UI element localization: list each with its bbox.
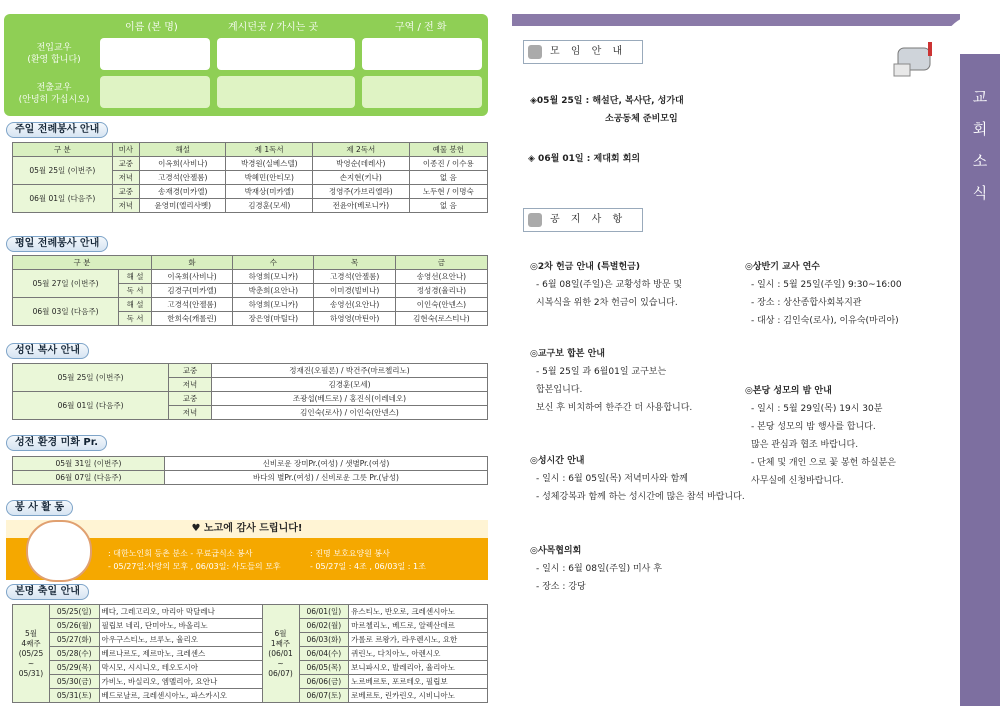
out-place-cell bbox=[217, 76, 355, 108]
table-cell: 박춘희(요안나) bbox=[233, 284, 314, 298]
notice-c-line: 합본입니다. bbox=[536, 385, 583, 395]
notice-a-line: - 6월 08일(주일)은 교황성하 방문 및 bbox=[536, 280, 683, 290]
feast-date: 05/26(월) bbox=[49, 619, 99, 633]
notice-holy-hour bbox=[530, 452, 745, 506]
notice-d-line: - 일시 : 5월 29일(목) 19시 30분 bbox=[751, 404, 883, 414]
date-cell: 06월 01일 (다음주) bbox=[13, 185, 113, 213]
table-cell: 독 서 bbox=[119, 312, 152, 326]
meeting-prep: 소공동체 준비모임 bbox=[605, 114, 678, 124]
feast-date: 05/28(수) bbox=[49, 647, 99, 661]
week-label: 6월 1째주 (06/01 ~ 06/07) bbox=[262, 605, 299, 703]
table-cell: 교중 bbox=[112, 157, 139, 171]
table-cell: 해 설 bbox=[119, 270, 152, 284]
table-cell: 저녁 bbox=[169, 378, 212, 392]
meeting-groups: 해설단, 복사단, 성가대 bbox=[592, 96, 684, 106]
in-place-cell bbox=[217, 38, 355, 70]
feast-date: 05/27(화) bbox=[49, 633, 99, 647]
table-cell: 박재상(미카엘) bbox=[226, 185, 312, 199]
feast-names: 마르첼리노, 베드로, 알렉산데르 bbox=[349, 619, 488, 633]
notice-collection bbox=[530, 258, 682, 312]
table-header-cell: 해설 bbox=[140, 143, 226, 157]
notice-d-line: ◎본당 성모의 밤 안내 bbox=[745, 386, 832, 396]
table-cell: 신비로운 장미Pr.(여성) / 샛별Pr.(여성) bbox=[164, 457, 487, 471]
table-cell: 교중 bbox=[169, 364, 212, 378]
weekday-table bbox=[12, 255, 488, 326]
speaker-icon bbox=[528, 213, 542, 227]
table-cell: 정영주(가브리엘라) bbox=[312, 185, 409, 199]
meeting-title: 모 임 안 내 bbox=[550, 46, 627, 57]
table-header-cell: 목 bbox=[314, 256, 395, 270]
table-cell: 박영순(데레사) bbox=[312, 157, 409, 171]
feast-date: 05/25(일) bbox=[49, 605, 99, 619]
date-cell: 05월 31일 (이번주) bbox=[13, 457, 165, 471]
table-row bbox=[13, 633, 488, 647]
service-left-2: - 05/27일:사랑의 모후 , 06/03일: 사도들의 모후 bbox=[108, 562, 281, 571]
meeting-heading bbox=[523, 40, 643, 64]
meeting-altar: 제대회 회의 bbox=[593, 154, 641, 164]
table-row bbox=[13, 298, 488, 312]
notice-council bbox=[530, 542, 662, 596]
feast-names: 가비노, 바실리오, 엠멜리아, 요안나 bbox=[99, 675, 262, 689]
table-cell: 박혜민(안티모) bbox=[226, 171, 312, 185]
table-cell: 이옥희(사비나) bbox=[140, 157, 226, 171]
notice-title: 공 지 사 항 bbox=[550, 214, 627, 225]
feast-names: 가롤로 르왕가, 라우렌시노, 요한 bbox=[349, 633, 488, 647]
table-header-cell: 미사 bbox=[112, 143, 139, 157]
table-header-cell: 제 2독서 bbox=[312, 143, 409, 157]
notice-d-line: - 본당 성모의 밤 행사를 합니다. bbox=[751, 422, 876, 432]
thanks-text: 노고에 감사 드립니다! bbox=[203, 523, 303, 534]
feast-date: 06/01(일) bbox=[299, 605, 349, 619]
table-cell: 박경원(실베스텔) bbox=[226, 157, 312, 171]
table-cell: 송영선(요안나) bbox=[314, 298, 395, 312]
notice-b-line: ◎상반기 교사 연수 bbox=[745, 262, 820, 272]
table-cell: 윤영미(엘리사벳) bbox=[140, 199, 226, 213]
meeting-date-2: ◈ 06월 01일 : bbox=[528, 154, 594, 164]
notice-c-line: ◎교구보 합본 안내 bbox=[530, 349, 605, 359]
date-cell: 06월 03일 (다음주) bbox=[13, 298, 119, 326]
out-area-cell bbox=[362, 76, 482, 108]
notice-b-line: - 장소 : 상산종합사회복지관 bbox=[751, 298, 862, 308]
table-header-row bbox=[13, 256, 488, 270]
service-title: 봉 사 활 동 bbox=[6, 500, 73, 516]
table-cell: 손지현(키나) bbox=[312, 171, 409, 185]
table-header-cell: 구 분 bbox=[13, 256, 152, 270]
header-bar bbox=[512, 14, 960, 26]
table-cell: 고경석(안젤롬) bbox=[140, 171, 226, 185]
table-cell: 없 음 bbox=[409, 199, 487, 213]
table-cell: 독 서 bbox=[119, 284, 152, 298]
in-area-cell bbox=[362, 38, 482, 70]
holy-title: 성인 복사 안내 bbox=[6, 343, 89, 359]
in-label bbox=[10, 42, 98, 66]
notice-f-line: ◎사목협의회 bbox=[530, 546, 582, 556]
feast-names: 베르나르도, 제르마노, 크레센스 bbox=[99, 647, 262, 661]
feast-table bbox=[12, 604, 488, 703]
table-cell: 이옥희(사비나) bbox=[151, 270, 232, 284]
holy-table bbox=[12, 363, 488, 420]
feast-names: 아우구스티노, 브루노, 율리오 bbox=[99, 633, 262, 647]
speaker-icon bbox=[528, 45, 542, 59]
table-cell: 하영영(마틴아) bbox=[314, 312, 395, 326]
table-cell: 김현숙(로스티나) bbox=[395, 312, 487, 326]
feast-date: 06/05(목) bbox=[299, 661, 349, 675]
table-header-cell: 금 bbox=[395, 256, 487, 270]
notice-bulletin bbox=[530, 345, 692, 417]
weekday-title: 평일 전례봉사 안내 bbox=[6, 236, 108, 252]
feast-names: 유스티노, 반오로, 크레센시아노 bbox=[349, 605, 488, 619]
date-cell: 05월 27일 (이번주) bbox=[13, 270, 119, 298]
label-line: 전출교우 bbox=[36, 83, 72, 93]
feast-names: 로베르토, 린카린오, 시비니아노 bbox=[349, 689, 488, 703]
date-cell: 05월 25일 (이번주) bbox=[13, 157, 113, 185]
table-cell: 장은영(마틸다) bbox=[233, 312, 314, 326]
notice-heading bbox=[523, 208, 643, 232]
table-header-cell: 수 bbox=[233, 256, 314, 270]
feast-names: 퀴린노, 다치아노, 아렌시오 bbox=[349, 647, 488, 661]
notice-teacher bbox=[745, 258, 902, 330]
service-right-2: - 05/27일 : 4조 , 06/03일 : 1조 bbox=[310, 562, 426, 571]
heart-icon: ♥ bbox=[191, 523, 201, 534]
notice-a-line: 시복식을 위한 2차 헌금이 있습니다. bbox=[536, 298, 678, 308]
table-cell: 송재경(미카엘) bbox=[140, 185, 226, 199]
notice-f-line: - 장소 : 강당 bbox=[536, 582, 586, 592]
feast-date: 06/02(월) bbox=[299, 619, 349, 633]
table-cell: 하영희(모니카) bbox=[233, 298, 314, 312]
notice-e-line: - 일시 : 6월 05일(목) 저녁미사와 함께 bbox=[536, 474, 688, 484]
feast-date: 06/06(금) bbox=[299, 675, 349, 689]
notice-b-line: - 대상 : 김인숙(로사), 이유숙(마리아) bbox=[751, 316, 899, 326]
table-cell: 김경훈(모세) bbox=[211, 378, 487, 392]
table-row bbox=[13, 185, 488, 199]
notice-d-line: 사무실에 신청바랍니다. bbox=[751, 476, 844, 486]
feast-title: 본명 축일 안내 bbox=[6, 584, 89, 600]
table-cell: 김경훈(모세) bbox=[226, 199, 312, 213]
feast-date: 05/29(목) bbox=[49, 661, 99, 675]
table-cell: 교중 bbox=[112, 185, 139, 199]
header-place: 계시던곳 / 가시는 곳 bbox=[228, 22, 319, 33]
table-row bbox=[13, 675, 488, 689]
table-cell: 저녁 bbox=[112, 199, 139, 213]
feast-date: 05/31(토) bbox=[49, 689, 99, 703]
table-cell: 하영희(모니카) bbox=[233, 270, 314, 284]
week-label: 5월 4째주 (05/25 ~ 05/31) bbox=[13, 605, 50, 703]
feast-names: 베다, 그레고리오, 마리아 막달레나 bbox=[99, 605, 262, 619]
table-cell: 김경구(미카엘) bbox=[151, 284, 232, 298]
table-cell: 바다의 별Pr.(여성) / 신비로운 그릇 Pr.(남성) bbox=[164, 471, 487, 485]
mailbox-icon bbox=[890, 34, 940, 84]
table-row bbox=[13, 619, 488, 633]
feast-names: 막시모, 시시니오, 테오도시아 bbox=[99, 661, 262, 675]
clean-table bbox=[12, 456, 488, 485]
date-cell: 06월 07일 (다음주) bbox=[13, 471, 165, 485]
side-title-char: 소 bbox=[972, 152, 988, 170]
table-row bbox=[13, 605, 488, 619]
meeting-date-1: ◈05월 25일 : bbox=[530, 96, 593, 106]
feast-date: 05/30(금) bbox=[49, 675, 99, 689]
label-line: (환영 합니다) bbox=[27, 55, 81, 65]
table-row bbox=[13, 471, 488, 485]
notice-mary-night bbox=[745, 382, 896, 490]
table-cell: 이미경(빌비나) bbox=[314, 284, 395, 298]
feast-names: 보니파시오, 발레리아, 율리아노 bbox=[349, 661, 488, 675]
table-row bbox=[13, 270, 488, 284]
table-row bbox=[13, 689, 488, 703]
kids-illustration-icon bbox=[26, 520, 92, 582]
table-row bbox=[13, 661, 488, 675]
feast-names: 베드로날르, 크레센시아노, 파스카시오 bbox=[99, 689, 262, 703]
notice-e-line: - 성체강복과 함께 하는 성시간에 많은 참석 바랍니다. bbox=[536, 492, 745, 502]
service-right-1: : 진명 보호요양원 봉사 bbox=[310, 549, 390, 558]
table-cell: 해 설 bbox=[119, 298, 152, 312]
side-title-char: 회 bbox=[972, 120, 988, 138]
feast-date: 06/03(화) bbox=[299, 633, 349, 647]
table-cell: 한희숙(캐롤린) bbox=[151, 312, 232, 326]
table-cell: 이인숙(안넨스) bbox=[395, 298, 487, 312]
table-cell: 정재진(오필론) / 박건주(마르첼리노) bbox=[211, 364, 487, 378]
feast-names: 필립보 네리, 단미아노, 바올리노 bbox=[99, 619, 262, 633]
side-title-char: 교 bbox=[972, 88, 988, 106]
notice-c-line: 보신 후 비치하여 한주간 더 사용합니다. bbox=[536, 403, 693, 413]
side-title-char: 식 bbox=[972, 184, 988, 202]
table-row bbox=[13, 392, 488, 406]
table-header-cell: 예물 봉헌 bbox=[409, 143, 487, 157]
notice-a-line: ◎2차 헌금 안내 (특별헌금) bbox=[530, 262, 640, 272]
table-header-cell: 화 bbox=[151, 256, 232, 270]
clean-title: 성전 환경 미화 Pr. bbox=[6, 435, 107, 451]
table-cell: 고경석(안젤롬) bbox=[314, 270, 395, 284]
table-row bbox=[13, 364, 488, 378]
date-cell: 06월 01일 (다음주) bbox=[13, 392, 169, 420]
date-cell: 05월 25일 (이번주) bbox=[13, 364, 169, 392]
notice-b-line: - 일시 : 5월 25일(주일) 9:30~16:00 bbox=[751, 280, 902, 290]
table-cell: 고경석(안젤롬) bbox=[151, 298, 232, 312]
feast-names: 노르베르토, 포르테오, 필립보 bbox=[349, 675, 488, 689]
table-row bbox=[13, 157, 488, 171]
table-cell: 이종진 / 이수용 bbox=[409, 157, 487, 171]
out-name-cell bbox=[100, 76, 210, 108]
header-area: 구역 / 전 화 bbox=[395, 22, 447, 33]
sunday-title: 주일 전례봉사 안내 bbox=[6, 122, 108, 138]
table-cell: 김인숙(로사) / 이인숙(안넨스) bbox=[211, 406, 487, 420]
table-cell: 노두현 / 이명숙 bbox=[409, 185, 487, 199]
feast-date: 06/04(수) bbox=[299, 647, 349, 661]
feast-date: 06/07(토) bbox=[299, 689, 349, 703]
table-cell: 저녁 bbox=[112, 171, 139, 185]
table-cell: 없 음 bbox=[409, 171, 487, 185]
notice-f-line: - 일시 : 6월 08일(주일) 미사 후 bbox=[536, 564, 662, 574]
notice-c-line: - 5월 25일 과 6월01일 교구보는 bbox=[536, 367, 667, 377]
table-cell: 조광섭(베드로) / 홍진식(이레네오) bbox=[211, 392, 487, 406]
table-cell: 송영선(요안나) bbox=[395, 270, 487, 284]
table-header-cell: 제 1독서 bbox=[226, 143, 312, 157]
notice-d-line: - 단체 및 개인 으로 꽃 봉헌 하실분은 bbox=[751, 458, 896, 468]
table-row bbox=[13, 457, 488, 471]
notice-d-line: 많은 관심과 협조 바랍니다. bbox=[751, 440, 859, 450]
table-header-row bbox=[13, 143, 488, 157]
notice-e-line: ◎성시간 안내 bbox=[530, 456, 585, 466]
table-cell: 교중 bbox=[169, 392, 212, 406]
table-cell: 정성경(율리나) bbox=[395, 284, 487, 298]
table-header-cell: 구 분 bbox=[13, 143, 113, 157]
out-label bbox=[10, 82, 98, 106]
table-cell: 저녁 bbox=[169, 406, 212, 420]
label-line: 전입교우 bbox=[36, 43, 72, 53]
header-name: 이름 (본 명) bbox=[125, 22, 178, 33]
table-cell: 전윤아(베로니카) bbox=[312, 199, 409, 213]
in-name-cell bbox=[100, 38, 210, 70]
sunday-table bbox=[12, 142, 488, 213]
table-row bbox=[13, 647, 488, 661]
service-left-1: : 대한노인회 등촌 분소 - 무료급식소 봉사 bbox=[108, 549, 253, 558]
label-line: (안녕히 가십시오) bbox=[18, 95, 90, 105]
